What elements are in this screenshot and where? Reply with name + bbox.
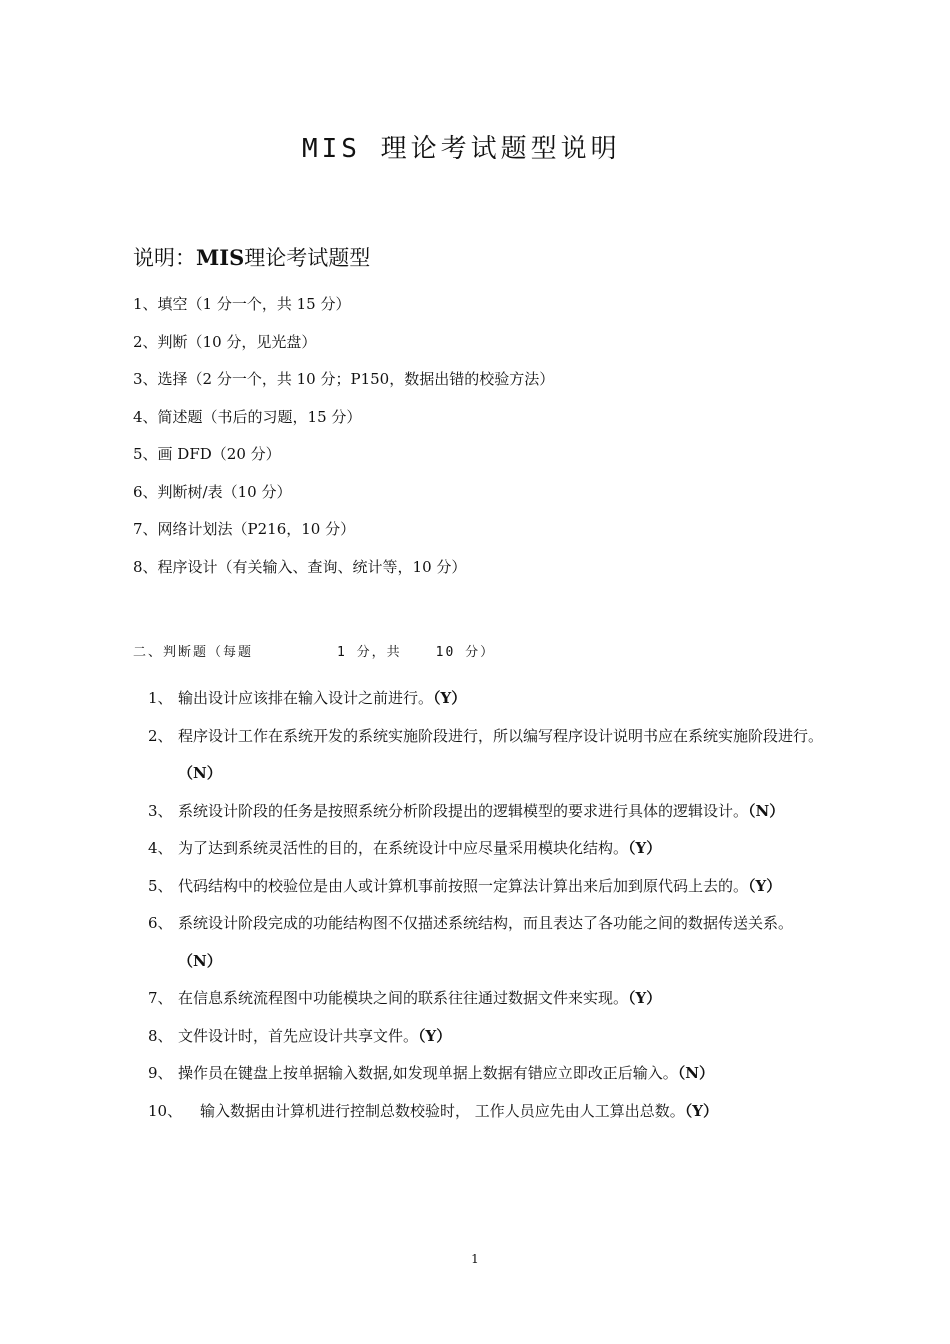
question-type-item: 2、判断（10 分，见光盘） (133, 332, 317, 351)
question-text: 程序设计工作在系统开发的系统实施阶段进行，所以编写程序设计说明书应在系统实施阶段进行。 (178, 726, 824, 745)
section-heading (133, 641, 495, 660)
question-type-item: 5、画 DFD（20 分） (133, 445, 281, 463)
intro-prefix: 说明： (133, 246, 196, 270)
question-text: 操作员在键盘上按单据输入数据,如发现单据上数据有错应立即改正后输入。 (178, 1064, 678, 1082)
section-score: 1 分，共 (337, 645, 402, 660)
intro-heading (133, 242, 370, 272)
question-number: 1、 (148, 689, 173, 707)
question-answer: （N） (178, 764, 222, 782)
question-number: 7、 (148, 989, 173, 1007)
question-item (148, 980, 828, 1018)
question-number: 3、 (148, 801, 173, 820)
question-text: 在信息系统流程图中功能模块之间的联系往往通过数据文件来实现。 (178, 989, 629, 1007)
question-answer: （Y） (628, 989, 662, 1007)
question-item (148, 905, 828, 980)
question-type-list (133, 294, 554, 594)
question-text: 为了达到系统灵活性的目的，在系统设计中应尽量采用模块化结构。 (178, 839, 629, 857)
question-item (148, 793, 828, 831)
question-text: 系统设计阶段的任务是按照系统分析阶段提出的逻辑模型的要求进行具体的逻辑设计。 (178, 801, 749, 820)
question-answer: （Y） (418, 1026, 452, 1045)
question-type-item: 8、程序设计（有关输入、查询、统计等，10 分） (133, 557, 467, 576)
question-answer: （N） (178, 951, 222, 970)
question-answer: （N） (677, 1064, 714, 1082)
question-type-item: 4、简述题（书后的习题，15 分） (133, 407, 362, 426)
question-answer: （Y） (748, 876, 782, 895)
question-number: 6、 (148, 914, 173, 932)
question-number: 10、 (148, 1101, 183, 1120)
question-text: 输入数据由计算机进行控制总数校验时， 工作人员应先由人工算出总数。 (200, 1101, 685, 1120)
intro-bold: MIS (196, 245, 245, 270)
question-type-item: 3、选择（2 分一个，共 10 分；P150，数据出错的校验方法） (133, 370, 555, 388)
question-answer: （Y） (684, 1101, 718, 1120)
question-type-item: 6、判断树/表（10 分） (133, 482, 292, 501)
question-answer: （N） (748, 801, 785, 820)
question-item (148, 868, 828, 906)
question-item (148, 1055, 828, 1093)
question-type-item: 1、填空（1 分一个，共 15 分） (133, 295, 351, 313)
question-item (148, 718, 828, 793)
page-number: 1 (471, 1252, 479, 1266)
question-number: 2、 (148, 726, 173, 745)
question-answer: （Y） (433, 689, 467, 707)
question-item (148, 1018, 828, 1056)
judgement-question-list (148, 680, 828, 1130)
section-total: 10 分） (435, 645, 496, 660)
section-name: 二、判断题（每题 (133, 645, 254, 660)
question-number: 9、 (148, 1064, 173, 1082)
question-type-item: 7、网络计划法（P216，10 分） (133, 520, 356, 538)
question-answer: （Y） (628, 839, 662, 857)
question-text: 系统设计阶段完成的功能结构图不仅描述系统结构，而且表达了各功能之间的数据传送关系。 (178, 914, 794, 932)
question-number: 4、 (148, 839, 173, 857)
question-text: 代码结构中的校验位是由人或计算机事前按照一定算法计算出来后加到原代码上去的。 (178, 876, 749, 895)
page-title: MIS 理论考试题型说明 (302, 134, 621, 164)
question-text: 文件设计时，首先应设计共享文件。 (178, 1026, 419, 1045)
question-text: 输出设计应该排在输入设计之前进行。 (178, 689, 434, 707)
question-number: 8、 (148, 1026, 173, 1045)
question-item (148, 1093, 828, 1131)
question-item (148, 680, 828, 718)
question-item (148, 830, 828, 868)
intro-suffix: 理论考试题型 (244, 246, 371, 270)
question-number: 5、 (148, 876, 173, 895)
